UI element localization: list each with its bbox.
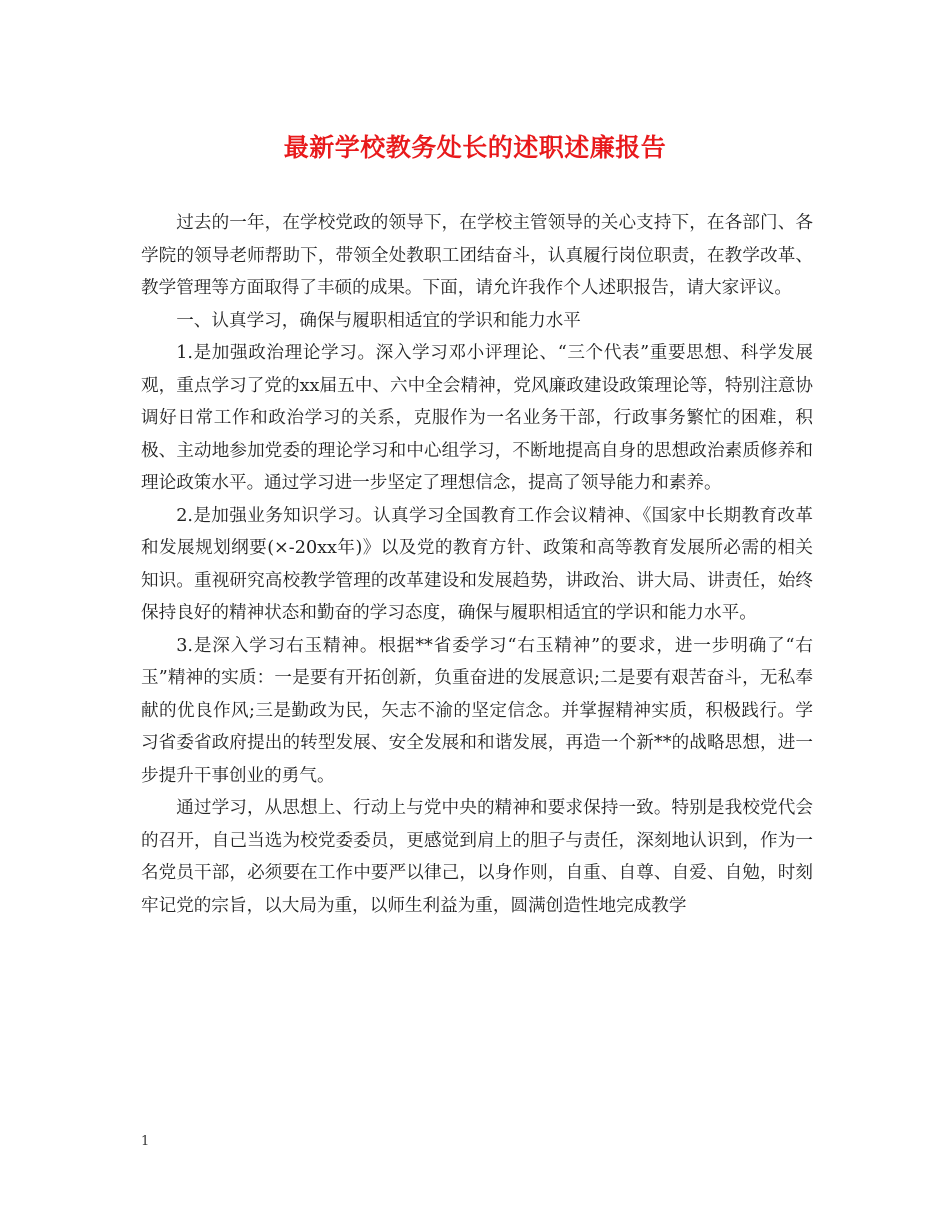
paragraph-item-1: 1.是加强政治理论学习。深入学习邓小评理论、“三个代表”重要思想、科学发展观，重点学习了党的xx届五中、六中全会精神，党风廉政建设政策理论等，特别注意协调好日常工作和政治学习的关系，克服作为一名业务干部，行政事务繁忙的困难，积极、主动地参加党委的理论学习和中心组学习，不断地提高自身的思想政治素质修养和理论政策水平。通过学习进一步坚定了理想信念，提高了领导能力和素养。 <box>141 343 813 493</box>
document-title: 最新学校教务处长的述职述廉报告 <box>283 133 667 162</box>
paragraph-summary: 通过学习，从思想上、行动上与党中央的精神和要求保持一致。特别是我校党代会的召开，自己当选为校党委委员，更感觉到肩上的胆子与责任，深刻地认识到，作为一名党员干部，必须要在工作中要严以律己，以身作则，自重、自尊、自爱、自勉，时刻牢记党的宗旨，以大局为重，以师生利益为重，圆满创造性地完成教学 <box>141 798 813 916</box>
paragraph-intro: 过去的一年，在学校党政的领导下，在学校主管领导的关心支持下，在各部门、各学院的领导老师帮助下，带领全处教职工团结奋斗，认真履行岗位职责，在教学改革、教学管理等方面取得了丰硕的成果。下面，请允许我作个人述职报告，请大家评议。 <box>141 213 813 298</box>
document-body <box>141 207 813 922</box>
section-heading-1: 一、认真学习，确保与履职相适宜的学识和能力水平 <box>176 310 581 331</box>
paragraph-item-3: 3.是深入学习右玉精神。根据**省委学习“右玉精神”的要求，进一步明确了“右玉”精神的实质：一是要有开拓创新，负重奋进的发展意识;二是要有艰苦奋斗，无私奉献的优良作风;三是勤政为民，矢志不渝的坚定信念。并掌握精神实质，积极践行。学习省委省政府提出的转型发展、安全发展和和谐发展，再造一个新**的战略思想，进一步提升干事创业的勇气。 <box>141 635 813 786</box>
page-number: 1 <box>141 1134 150 1149</box>
paragraph-item-2: 2.是加强业务知识学习。认真学习全国教育工作会议精神、《国家中长期教育改革和发展规划纲要(×-20xx年)》以及党的教育方针、政策和高等教育发展所必需的相关知识。重视研究高校教学管理的改革建设和发展趋势，讲政治、讲大局、讲责任，始终保持良好的精神状态和勤奋的学习态度，确保与履职相适宜的学识和能力水平。 <box>141 505 813 623</box>
